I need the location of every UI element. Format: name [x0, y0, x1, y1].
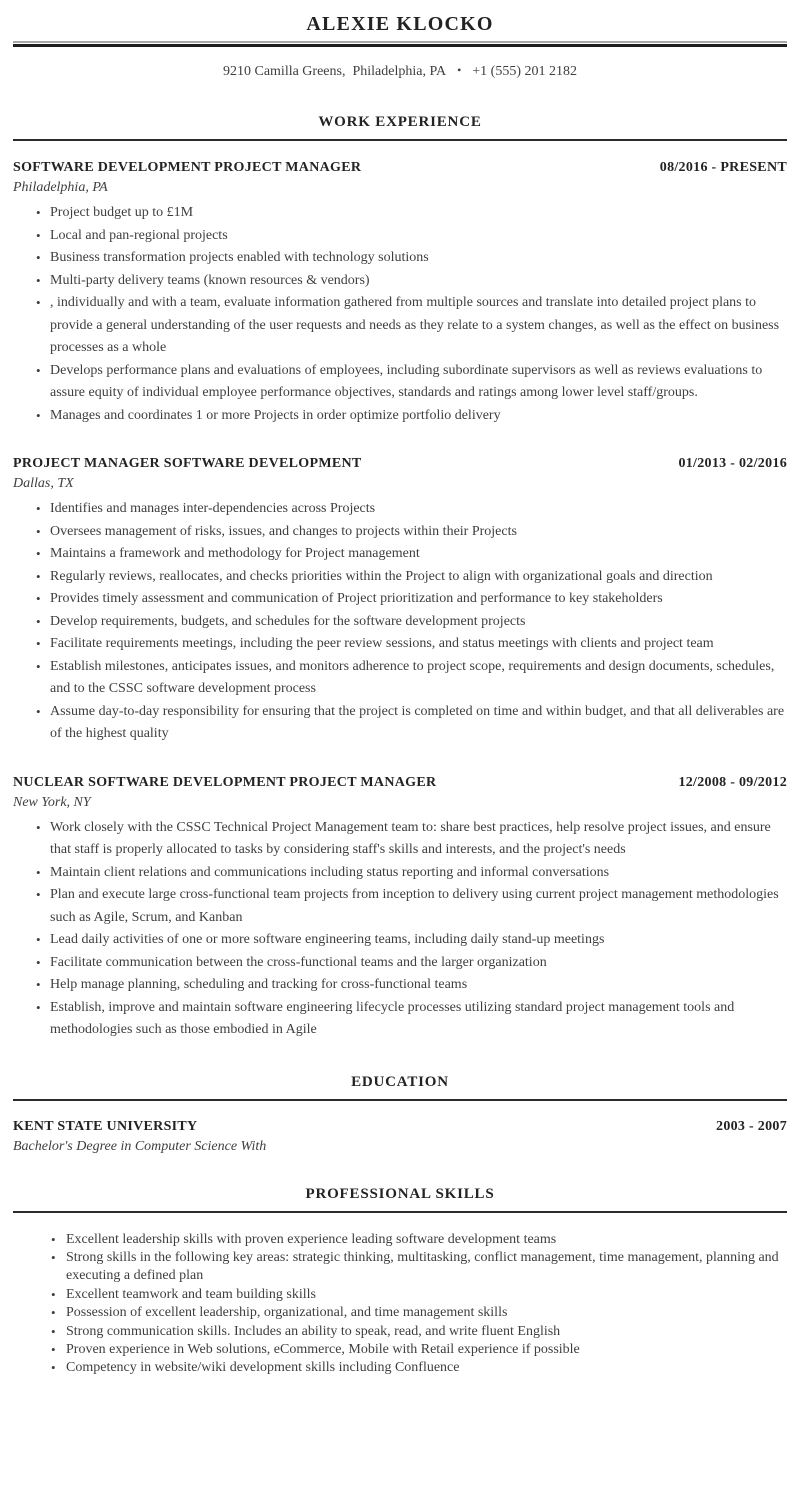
header-double-rule	[13, 41, 787, 47]
job-bullet: • Regularly reviews, reallocates, and checks priorities within the Project to align with organizational goals and direction	[50, 566, 787, 589]
education-header	[13, 1117, 787, 1136]
job-dates: 12/2008 - 09/2012	[678, 774, 787, 790]
job-bullet-list	[13, 498, 787, 746]
job-location: Philadelphia, PA	[13, 180, 108, 195]
job-bullet: • Identifies and manages inter-dependencies across Projects	[50, 498, 787, 521]
job-bullet: • Help manage planning, scheduling and tracking for cross-functional teams	[50, 974, 787, 997]
job-entry	[13, 773, 787, 1042]
job-dates: 08/2016 - PRESENT	[659, 160, 787, 175]
education-dates: 2003 - 2007	[716, 1118, 787, 1134]
contact-phone: +1 (555) 201 2182	[472, 64, 577, 79]
skills-list	[13, 1231, 787, 1378]
job-bullet: • Establish, improve and maintain software engineering lifecycle processes utilizing standard project management tools and methodologies such as those embodied in Agile	[50, 997, 787, 1042]
job-bullet: • Maintain client relations and communications including status reporting and informal conversations	[50, 862, 787, 885]
job-bullet: • Assume day-to-day responsibility for ensuring that the project is completed on time and within budget, and that all deliverables are of the highest quality	[50, 701, 787, 746]
skill-item: • Competency in website/wiki development skills including Confluence	[66, 1359, 787, 1377]
job-bullet: • Facilitate requirements meetings, including the peer review sessions, and status meetings with clients and project team	[50, 633, 787, 656]
job-bullet: • Business transformation projects enabled with technology solutions	[50, 247, 787, 270]
contact-line	[13, 60, 787, 82]
job-entry	[13, 454, 787, 746]
job-bullet-list	[13, 817, 787, 1042]
job-entry	[13, 158, 787, 427]
section-professional-skills	[13, 1184, 787, 1378]
skill-item: • Excellent teamwork and team building skills	[66, 1286, 787, 1304]
job-bullet: • Work closely with the CSSC Technical Project Management team to: share best practices, help resolve project issues, and ensure that staff is properly allocated to tasks by considering staff's skills and interests, and the project's needs	[50, 817, 787, 862]
section-rule	[13, 139, 787, 141]
education-school: KENT STATE UNIVERSITY	[13, 1118, 198, 1134]
skill-item: • Proven experience in Web solutions, eCommerce, Mobile with Retail experience if possible	[66, 1341, 787, 1359]
job-title: NUCLEAR SOFTWARE DEVELOPMENT PROJECT MANAGER	[13, 774, 437, 790]
section-work-experience	[13, 112, 787, 1042]
job-title: SOFTWARE DEVELOPMENT PROJECT MANAGER	[13, 160, 362, 175]
section-title-education: EDUCATION	[351, 1073, 449, 1090]
job-bullet: • Multi-party delivery teams (known resources & vendors)	[50, 270, 787, 293]
job-bullet: • Establish milestones, anticipates issues, and monitors adherence to project scope, requirements and design documents, schedules, and to the CSSC software development process	[50, 656, 787, 701]
job-bullet-list	[13, 202, 787, 427]
job-bullet: • Provides timely assessment and communication of Project prioritization and performance to key stakeholders	[50, 588, 787, 611]
skill-item: • Possession of excellent leadership, organizational, and time management skills	[66, 1304, 787, 1322]
rule-dark-bar	[13, 44, 787, 47]
job-title: PROJECT MANAGER SOFTWARE DEVELOPMENT	[13, 456, 362, 471]
job-bullet: • Facilitate communication between the cross-functional teams and the larger organization	[50, 952, 787, 975]
job-bullet: • Lead daily activities of one or more software engineering teams, including daily stand-up meetings	[50, 929, 787, 952]
job-bullet: • Project budget up to £1M	[50, 202, 787, 225]
section-education	[13, 1072, 787, 1156]
job-bullet: • Maintains a framework and methodology for Project management	[50, 543, 787, 566]
contact-separator-dot: •	[457, 63, 462, 77]
education-entry	[13, 1117, 787, 1156]
contact-address: 9210 Camilla Greens, Philadelphia, PA	[222, 64, 447, 79]
education-entries	[13, 1117, 787, 1156]
section-rule	[13, 1211, 787, 1213]
education-degree: Bachelor's Degree in Computer Science With	[13, 1138, 267, 1154]
skill-item: • Excellent leadership skills with proven experience leading software development teams	[66, 1231, 787, 1249]
section-title-work-experience: WORK EXPERIENCE	[318, 114, 482, 130]
job-bullet: • Plan and execute large cross-functional team projects from inception to delivery using current project management methodologies such as Agile, Scrum, and Kanban	[50, 884, 787, 929]
skill-item: • Strong skills in the following key areas: strategic thinking, multitasking, conflict management, time management, planning and executing a defined plan	[66, 1249, 787, 1286]
job-bullet: • Develops performance plans and evaluations of employees, including subordinate supervisors as well as reviews evaluations to assure equity of individual employee performance objectives, standards and ratings among lower level staff/groups.	[50, 360, 787, 405]
job-header	[13, 158, 787, 177]
job-bullet: • , individually and with a team, evaluate information gathered from multiple sources and translate into detailed project plans to provide a general understanding of the user requests and needs as they relate to a system changes, as well as the effect on business processes as a whole	[50, 292, 787, 360]
job-location: Dallas, TX	[13, 476, 74, 491]
section-title-professional-skills: PROFESSIONAL SKILLS	[305, 1185, 495, 1202]
job-bullet: • Local and pan-regional projects	[50, 225, 787, 248]
job-bullet: • Develop requirements, budgets, and schedules for the software development projects	[50, 611, 787, 634]
job-bullet: • Oversees management of risks, issues, and changes to projects within their Projects	[50, 521, 787, 544]
job-location: New York, NY	[13, 794, 91, 810]
job-bullet: • Manages and coordinates 1 or more Projects in order optimize portfolio delivery	[50, 405, 787, 428]
section-rule	[13, 1099, 787, 1101]
page-title: ALEXIE KLOCKO	[306, 13, 494, 35]
job-header	[13, 454, 787, 473]
job-header	[13, 773, 787, 792]
work-experience-jobs	[13, 158, 787, 1042]
skill-item: • Strong communication skills. Includes an ability to speak, read, and write fluent English	[66, 1323, 787, 1341]
job-dates: 01/2013 - 02/2016	[678, 456, 787, 471]
